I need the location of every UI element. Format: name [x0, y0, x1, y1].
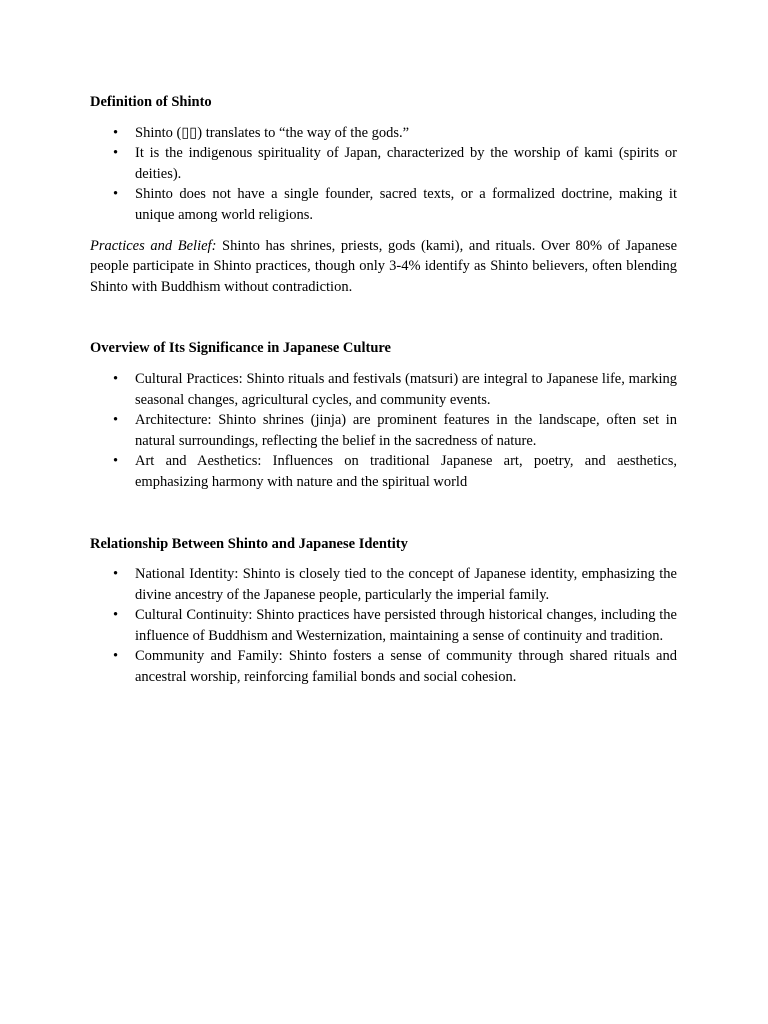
bullet-list — [90, 369, 677, 493]
paragraph-text: Shinto has shrines, priests, gods (kami), and rituals. Over 80% of Japanese people participate in Shinto practices, though only 3-4% identify as Shinto believers, often blending Shinto with Buddhism without contradiction. — [90, 237, 678, 295]
list-item — [90, 143, 677, 184]
bullet-icon: • — [113, 453, 119, 470]
list-item — [90, 410, 677, 451]
bullet-icon: • — [113, 412, 119, 429]
list-item — [90, 451, 677, 492]
bullet-list — [90, 564, 677, 688]
list-item — [90, 184, 677, 225]
section-heading: Relationship Between Shinto and Japanese Identity — [90, 535, 408, 552]
list-item — [90, 123, 677, 144]
list-item — [90, 605, 677, 646]
section-identity — [90, 534, 677, 688]
bullet-icon: • — [113, 145, 119, 162]
list-item-text: Art and Aesthetics: Influences on traditional Japanese art, poetry, and aesthetics, emphasizing harmony with nature and the spiritual world — [135, 453, 677, 490]
list-item-text: Shinto does not have a single founder, sacred texts, or a formalized doctrine, making it unique among world religions. — [135, 186, 677, 223]
section-significance — [90, 338, 677, 492]
list-item-text: Cultural Practices: Shinto rituals and festivals (matsuri) are integral to Japanese life, marking seasonal changes, agricultural cycles, and community events. — [135, 370, 677, 408]
list-item-text: It is the indigenous spirituality of Japan, characterized by the worship of kami (spirits or deities). — [135, 145, 677, 182]
list-item — [90, 369, 677, 410]
practices-paragraph — [90, 236, 677, 298]
bullet-icon: • — [113, 124, 119, 141]
list-item-text: National Identity: Shinto is closely tied to the concept of Japanese identity, emphasizing the divine ancestry of the Japanese people, particularly the imperial family. — [135, 566, 677, 603]
list-item — [90, 564, 677, 605]
list-item-text: Architecture: Shinto shrines (jinja) are prominent features in the landscape, often set in natural surroundings, reflecting the belief in the sacredness of nature. — [135, 412, 677, 449]
list-item-text: Community and Family: Shinto fosters a sense of community through shared rituals and ancestral worship, reinforcing familial bonds and social cohesion. — [135, 648, 677, 686]
section-heading: Overview of Its Significance in Japanese Culture — [90, 340, 391, 357]
paragraph-lead: Practices and Belief: — [90, 237, 217, 254]
bullet-icon: • — [113, 648, 119, 665]
bullet-icon: • — [113, 566, 119, 583]
list-item-text: Cultural Continuity: Shinto practices have persisted through historical changes, including the influence of Buddhism and Westernization, maintaining a sense of continuity and tradition. — [135, 607, 677, 644]
list-item — [90, 646, 677, 687]
bullet-icon: • — [113, 186, 119, 203]
document-page — [90, 92, 677, 688]
section-heading: Definition of Shinto — [90, 94, 212, 110]
list-item-text: Shinto (▯▯) translates to “the way of the gods.” — [135, 124, 410, 141]
bullet-icon: • — [113, 607, 119, 624]
section-definition — [90, 92, 677, 297]
bullet-icon: • — [113, 370, 119, 387]
bullet-list — [90, 123, 677, 226]
